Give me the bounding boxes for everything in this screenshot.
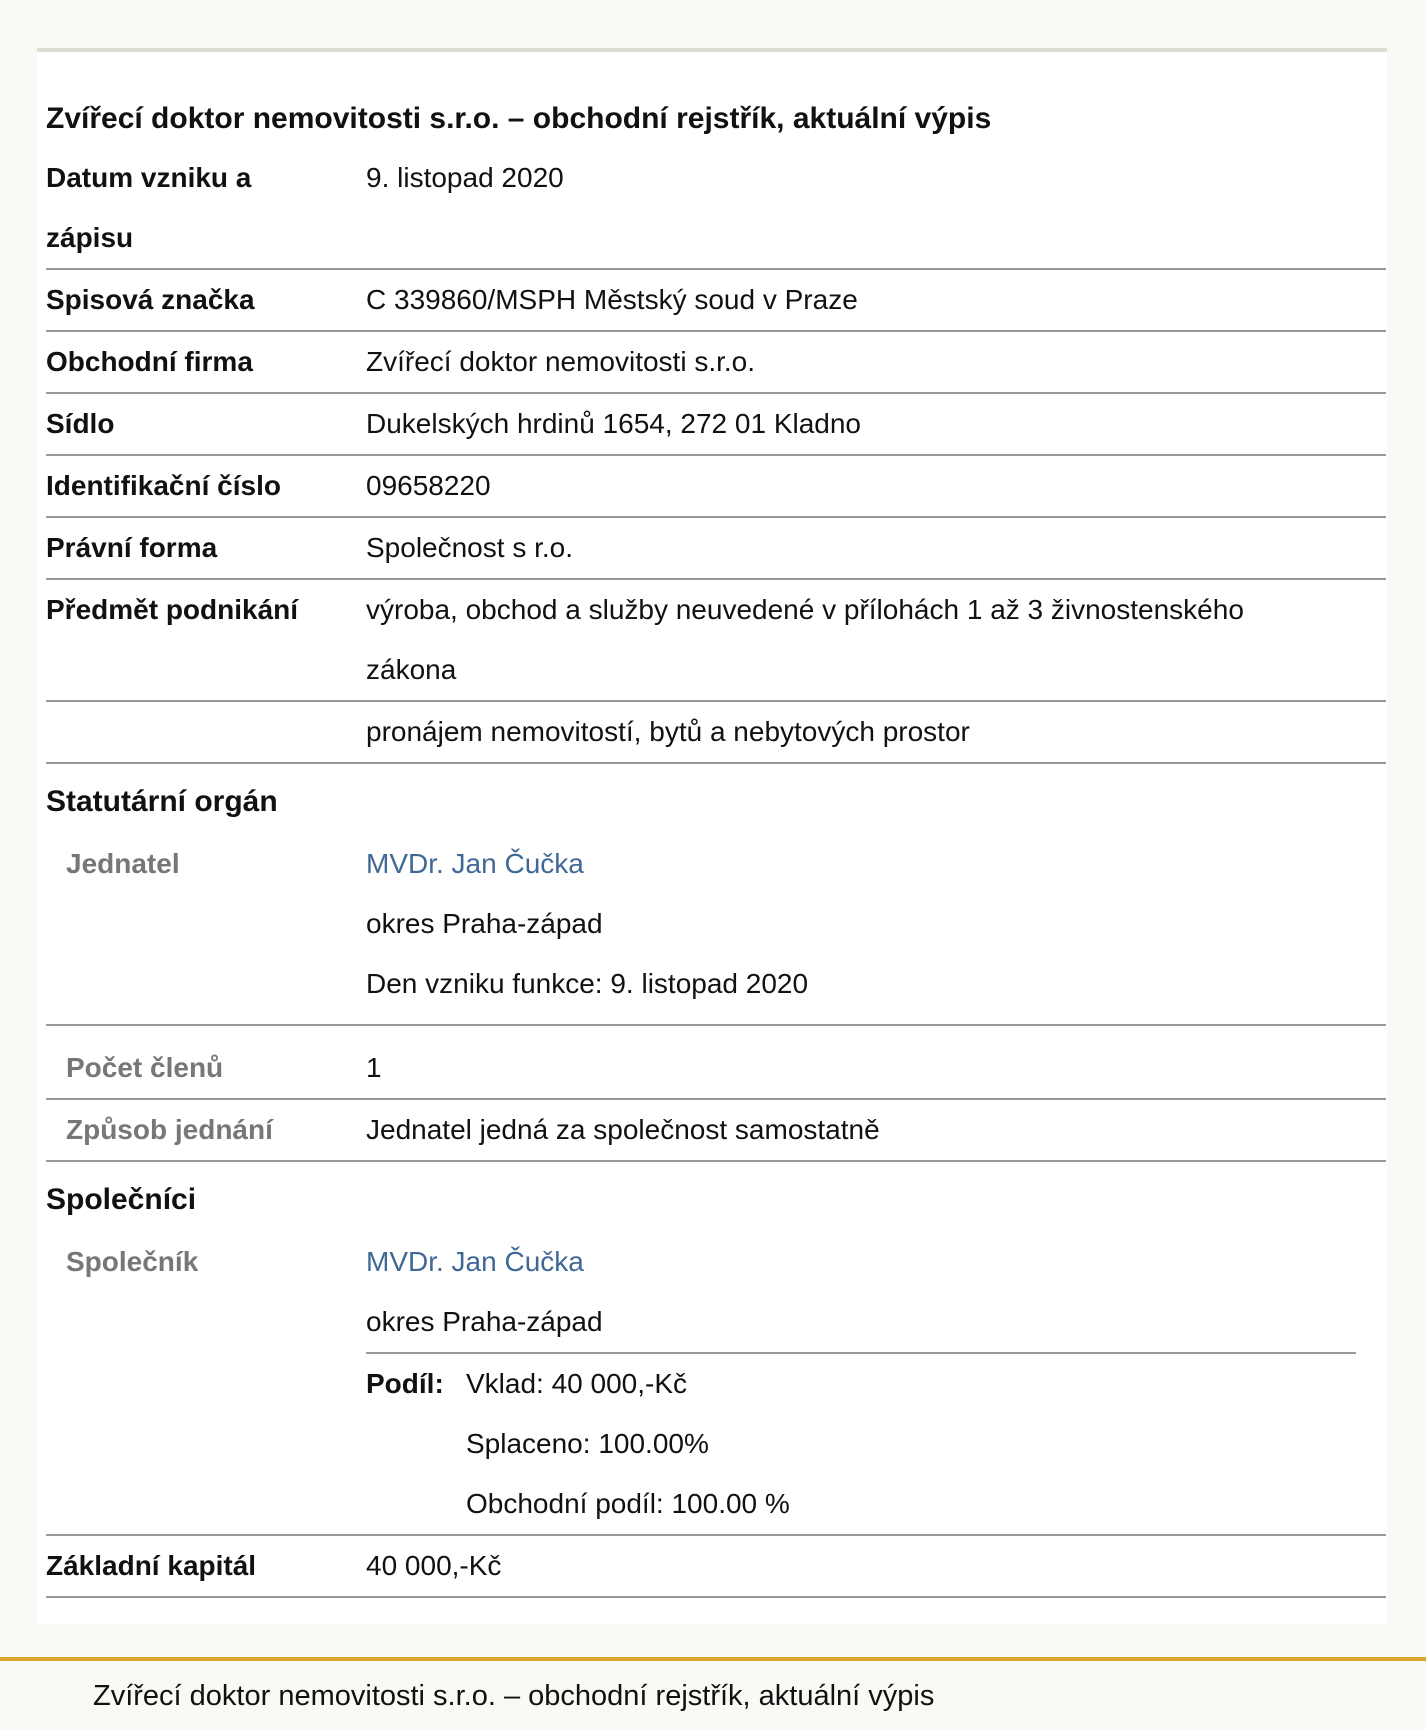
footer-divider — [0, 1657, 1426, 1661]
section-row — [46, 1161, 1386, 1232]
row-label: Způsob jednání — [46, 1099, 366, 1161]
table-row — [46, 1099, 1386, 1161]
row-value: 09658220 — [366, 455, 1386, 517]
row-value — [366, 1232, 1386, 1535]
row-value: výroba, obchod a služby neuvedené v přílohách 1 až 3 živnostenského zákona — [366, 579, 1386, 701]
row-value: 9. listopad 2020 — [366, 148, 1386, 269]
row-value — [366, 834, 1386, 1025]
share-business: Obchodní podíl: 100.00 % — [466, 1488, 790, 1519]
row-value: pronájem nemovitostí, bytů a nebytových prostor — [366, 701, 1386, 763]
row-label: Základní kapitál — [46, 1535, 366, 1597]
table-row — [46, 517, 1386, 579]
row-value: 40 000,-Kč — [366, 1535, 1386, 1597]
share-details — [366, 1354, 1356, 1534]
row-value: Zvířecí doktor nemovitosti s.r.o. — [366, 331, 1386, 393]
row-label: Společník — [46, 1232, 366, 1535]
table-row — [46, 148, 1386, 269]
share-block — [366, 1352, 1356, 1534]
table-row — [46, 1025, 1386, 1099]
row-label: Datum vzniku a zápisu — [46, 148, 366, 269]
section-row — [46, 763, 1386, 834]
table-row — [46, 701, 1386, 763]
page-title: Zvířecí doktor nemovitosti s.r.o. – obchodní rejstřík, aktuální výpis — [46, 102, 992, 135]
row-label: Počet členů — [46, 1025, 366, 1099]
row-label: Předmět podnikání — [46, 579, 366, 701]
registry-content — [46, 52, 1386, 1598]
row-label: Jednatel — [46, 834, 366, 1025]
share-paid: Splaceno: 100.00% — [466, 1428, 709, 1459]
table-row — [46, 393, 1386, 455]
function-start: Den vzniku funkce: 9. listopad 2020 — [366, 968, 809, 999]
registry-table — [46, 148, 1386, 1598]
row-label: Identifikační číslo — [46, 455, 366, 517]
person-link[interactable]: MVDr. Jan Čučka — [366, 848, 584, 879]
table-row — [46, 579, 1386, 701]
share-deposit: Vklad: 40 000,-Kč — [466, 1368, 688, 1399]
section-heading-statutory: Statutární orgán — [46, 785, 278, 818]
person-district: okres Praha-západ — [366, 1306, 603, 1337]
table-row — [46, 455, 1386, 517]
table-row — [46, 1535, 1386, 1597]
table-row — [46, 1232, 1386, 1535]
table-row — [46, 834, 1386, 1025]
share-values — [466, 1354, 790, 1534]
row-label — [46, 701, 366, 763]
row-value: Společnost s r.o. — [366, 517, 1386, 579]
table-row — [46, 331, 1386, 393]
person-district: okres Praha-západ — [366, 908, 603, 939]
row-value: Dukelských hrdinů 1654, 272 01 Kladno — [366, 393, 1386, 455]
row-label: Spisová značka — [46, 269, 366, 331]
share-label: Podíl: — [366, 1368, 444, 1399]
table-row — [46, 269, 1386, 331]
row-label: Obchodní firma — [46, 331, 366, 393]
footer-title: Zvířecí doktor nemovitosti s.r.o. – obchodní rejstřík, aktuální výpis — [93, 1680, 935, 1712]
row-value: C 339860/MSPH Městský soud v Praze — [366, 269, 1386, 331]
person-link[interactable]: MVDr. Jan Čučka — [366, 1246, 584, 1277]
row-label: Právní forma — [46, 517, 366, 579]
row-value: 1 — [366, 1025, 1386, 1099]
section-heading-partners: Společníci — [46, 1183, 197, 1216]
row-value: Jednatel jedná za společnost samostatně — [366, 1099, 1386, 1161]
row-label: Sídlo — [46, 393, 366, 455]
